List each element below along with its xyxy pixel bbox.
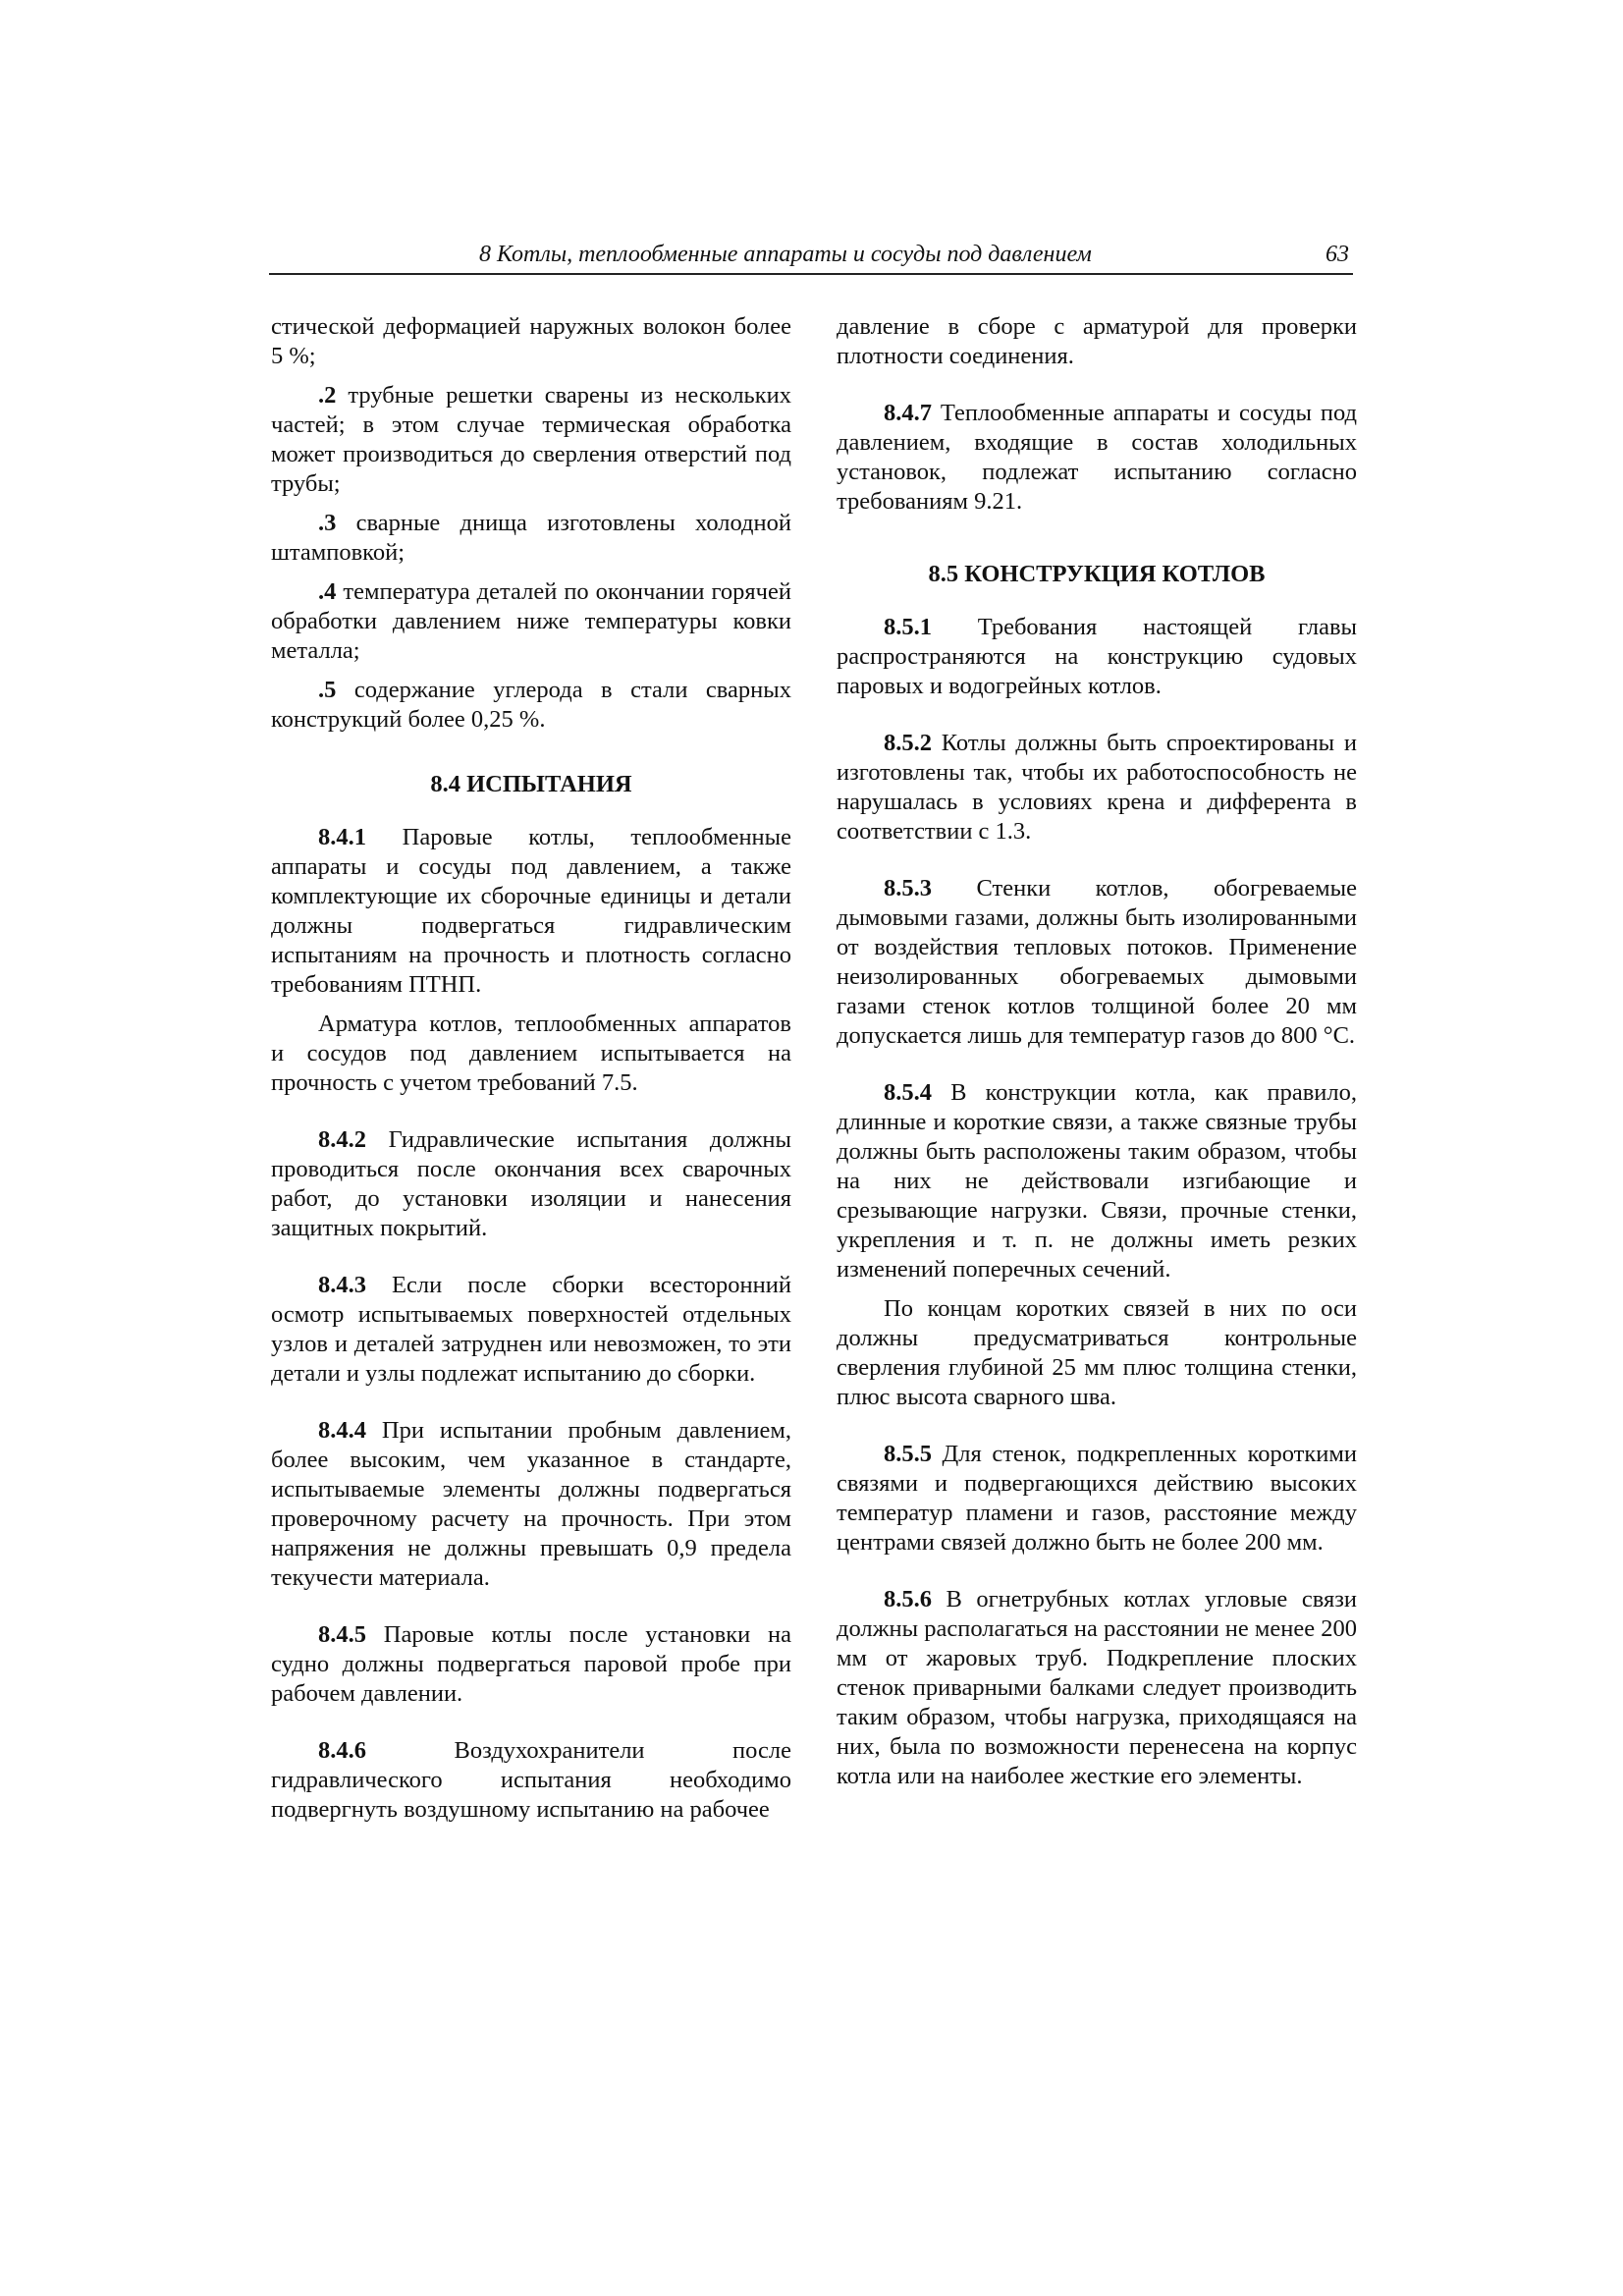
item-number: .4 bbox=[318, 578, 337, 605]
clause-8-4-5 bbox=[271, 1620, 791, 1709]
running-header bbox=[269, 238, 1353, 275]
clause-text: Паровые котлы после установки на судно должны подвергаться паровой пробе при рабочем давлении. bbox=[271, 1621, 791, 1707]
clause-8-4-7 bbox=[837, 399, 1357, 517]
clause-8-5-2 bbox=[837, 729, 1357, 847]
paragraph-continuation: стической деформацией наружных волокон более 5 %; bbox=[271, 313, 791, 369]
clause-number: 8.5.3 bbox=[884, 875, 932, 902]
clause-number: 8.5.6 bbox=[884, 1586, 932, 1613]
section-heading-8-5: 8.5 КОНСТРУКЦИЯ КОТЛОВ bbox=[928, 561, 1266, 587]
paragraph-continuation: давление в сборе с арматурой для проверки плотности соединения. bbox=[837, 313, 1357, 369]
clause-number: 8.5.2 bbox=[884, 730, 932, 756]
clause-8-4-1-continued: Арматура котлов, теплообменных аппаратов и сосудов под давлением испытывается на прочность с учетом требований 7.5. bbox=[271, 1011, 791, 1096]
clause-text: В конструкции котла, как правило, длинные и короткие связи, а также связные трубы должны быть расположены таким образом, чтобы на них не действовали изгибающие и срезывающие нагрузки. Связи, прочные стенки, укрепления и т. п. не должны иметь резких изменений поперечных сечений. bbox=[837, 1079, 1357, 1283]
left-column bbox=[271, 312, 791, 1834]
clause-8-4-3 bbox=[271, 1271, 791, 1389]
clause-text: Требования настоящей главы распространяются на конструкцию судовых паровых и водогрейных котлов. bbox=[837, 614, 1357, 699]
right-column bbox=[837, 312, 1357, 1801]
clause-number: 8.4.7 bbox=[884, 400, 932, 426]
header-title: 8 Котлы, теплообменные аппараты и сосуды под давлением bbox=[479, 242, 1092, 267]
clause-number: 8.5.5 bbox=[884, 1441, 932, 1467]
clause-text: Гидравлические испытания должны проводиться после окончания всех сварочных работ, до установки изоляции и нанесения защитных покрытий. bbox=[271, 1126, 791, 1241]
clause-8-4-6 bbox=[271, 1736, 791, 1825]
clause-text: Теплообменные аппараты и сосуды под давлением, входящие в состав холодильных установок, подлежат испытанию согласно требованиям 9.21. bbox=[837, 400, 1357, 515]
clause-8-5-3 bbox=[837, 874, 1357, 1051]
page-number: 63 bbox=[1325, 242, 1349, 267]
clause-number: 8.4.5 bbox=[318, 1621, 366, 1648]
item-text: температура деталей по окончании горячей обработки давлением ниже температуры ковки металла; bbox=[271, 578, 791, 664]
item-text: трубные решетки сварены из нескольких частей; в этом случае термическая обработка может производиться до сверления отверстий под трубы; bbox=[271, 382, 791, 497]
clause-text: Если после сборки всесторонний осмотр испытываемых поверхностей отдельных узлов и деталей затруднен или невозможен, то эти детали и узлы подлежат испытанию до сборки. bbox=[271, 1272, 791, 1387]
clause-number: 8.4.1 bbox=[318, 824, 366, 850]
item-number: .5 bbox=[318, 677, 337, 703]
clause-text: Котлы должны быть спроектированы и изготовлены так, чтобы их работоспособность не нарушалась в условиях крена и дифферента в соответствии с 1.3. bbox=[837, 730, 1357, 845]
clause-8-4-2 bbox=[271, 1125, 791, 1243]
item-number: .3 bbox=[318, 510, 337, 536]
clause-8-4-4 bbox=[271, 1416, 791, 1593]
clause-text: Паровые котлы, теплообменные аппараты и сосуды под давлением, а также комплектующие их сборочные единицы и детали должны подвергаться гидравлическим испытаниям на прочность и плотность согласно требованиям ПТНП. bbox=[271, 824, 791, 998]
item-text: содержание углерода в стали сварных конструкций более 0,25 %. bbox=[271, 677, 791, 733]
list-item-4 bbox=[271, 577, 791, 666]
clause-text: Стенки котлов, обогреваемые дымовыми газами, должны быть изолированными от воздействия тепловых потоков. Применение неизолированных обогреваемых дымовыми газами стенок котлов толщиной более 20 мм допускается лишь для температур газов до 800 °С. bbox=[837, 875, 1357, 1049]
clause-number: 8.4.6 bbox=[318, 1737, 366, 1764]
section-heading-8-4: 8.4 ИСПЫТАНИЯ bbox=[430, 771, 632, 797]
clause-text: Для стенок, подкрепленных короткими связями и подвергающихся действию высоких температур пламени и газов, расстояние между центрами связей должно быть не более 200 мм. bbox=[837, 1441, 1357, 1556]
clause-8-5-4 bbox=[837, 1078, 1357, 1285]
clause-number: 8.4.4 bbox=[318, 1417, 366, 1444]
clause-8-5-1 bbox=[837, 613, 1357, 701]
clause-8-4-1 bbox=[271, 823, 791, 1000]
item-number: .2 bbox=[318, 382, 337, 409]
clause-text: При испытании пробным давлением, более высоким, чем указанное в стандарте, испытываемые элементы должны подвергаться проверочному расчету на прочность. При этом напряжения не должны превышать 0,9 предела текучести материала. bbox=[271, 1417, 791, 1591]
clause-8-5-5 bbox=[837, 1440, 1357, 1558]
list-item-5 bbox=[271, 676, 791, 735]
clause-8-5-6 bbox=[837, 1585, 1357, 1791]
list-item-3 bbox=[271, 509, 791, 568]
list-item-2 bbox=[271, 381, 791, 499]
clause-number: 8.5.4 bbox=[884, 1079, 932, 1106]
clause-8-5-4-continued: По концам коротких связей в них по оси должны предусматриваться контрольные сверления глубиной 25 мм плюс толщина стенки, плюс высота сварного шва. bbox=[837, 1295, 1357, 1410]
clause-number: 8.5.1 bbox=[884, 614, 932, 640]
clause-text: Воздухохранители после гидравлического испытания необходимо подвергнуть воздушному испытанию на рабочее bbox=[271, 1737, 791, 1823]
item-text: сварные днища изготовлены холодной штамповкой; bbox=[271, 510, 791, 566]
clause-number: 8.4.2 bbox=[318, 1126, 366, 1153]
clause-number: 8.4.3 bbox=[318, 1272, 366, 1298]
clause-text: В огнетрубных котлах угловые связи должны располагаться на расстоянии не менее 200 мм от жаровых труб. Подкрепление плоских стенок приварными балками следует производить таким образом, чтобы нагрузка, приходящаяся на них, была по возможности перенесена на корпус котла или на наиболее жесткие его элементы. bbox=[837, 1586, 1357, 1789]
